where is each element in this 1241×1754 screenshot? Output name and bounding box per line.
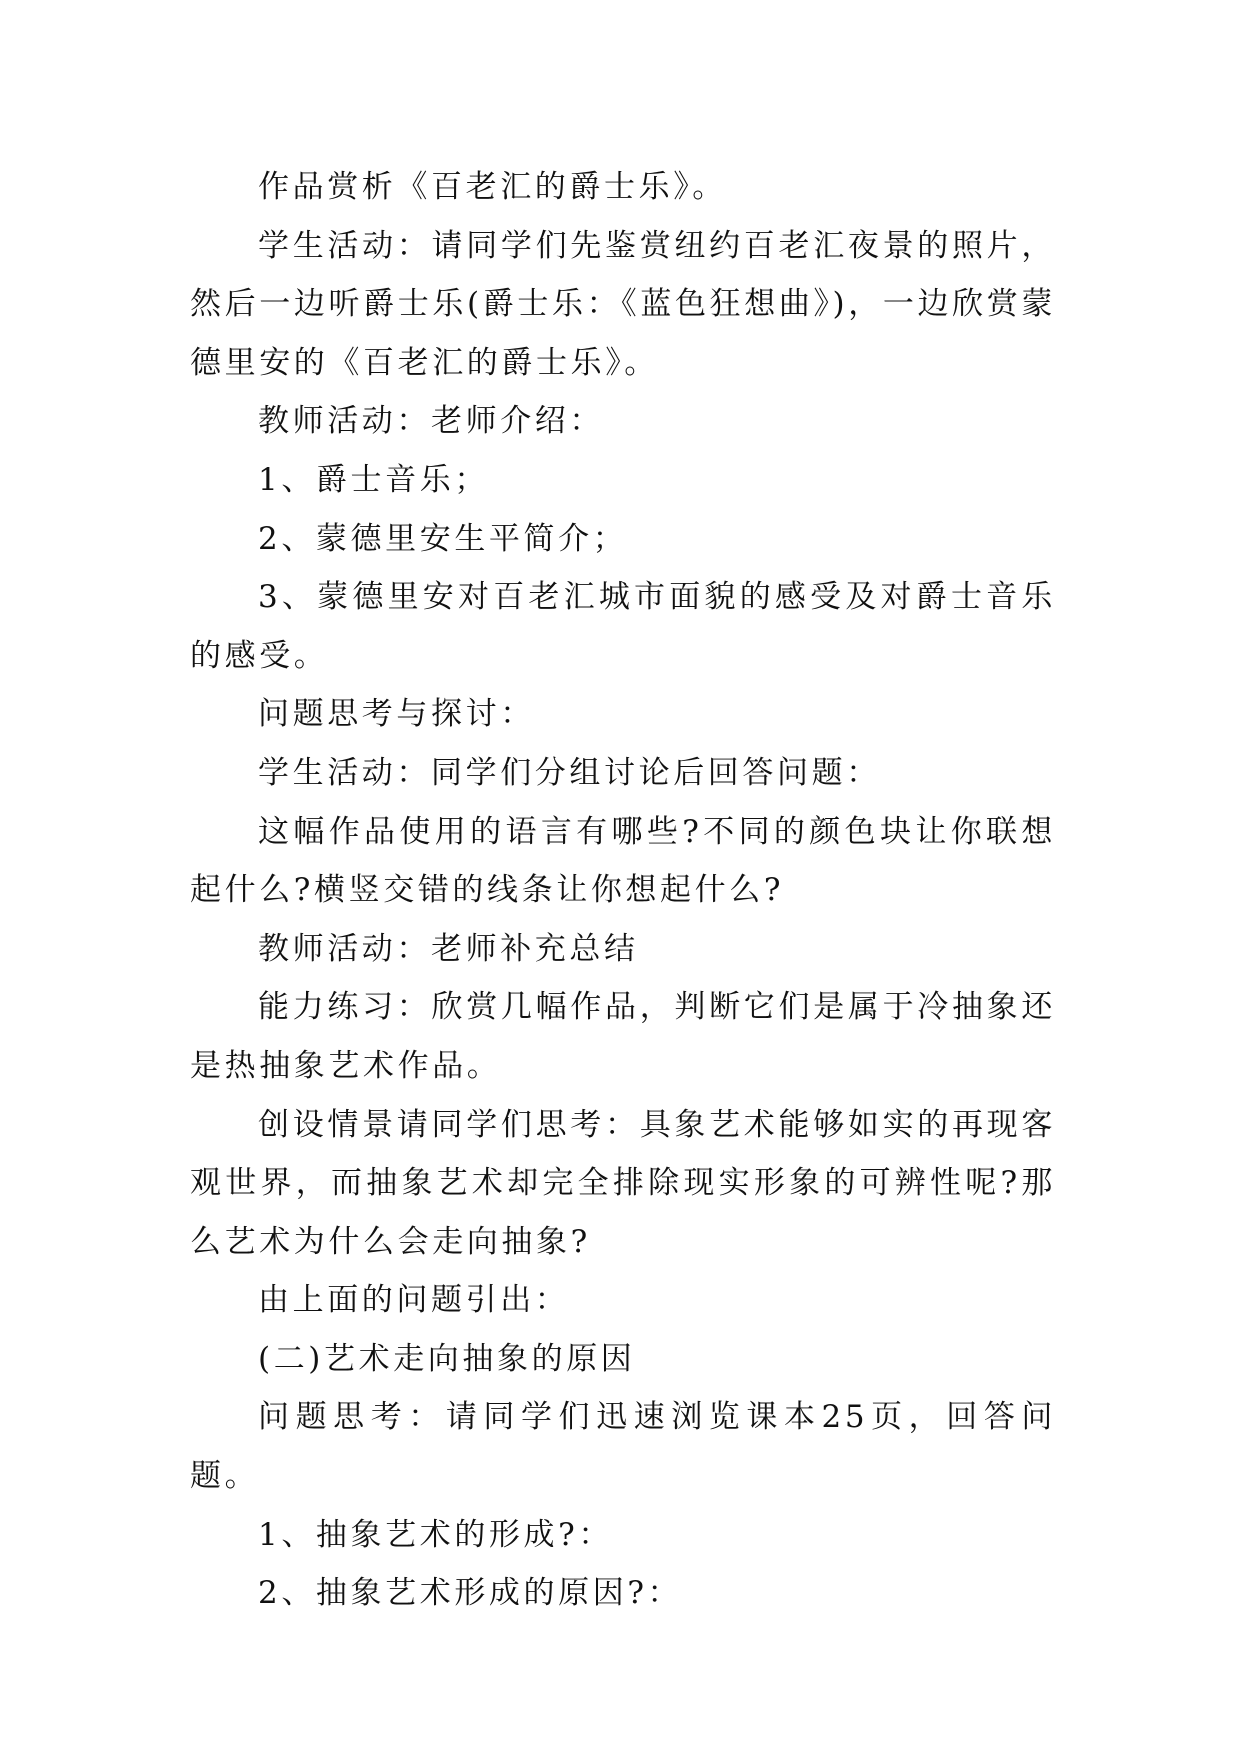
paragraph-artwork-appreciation: 作品赏析《百老汇的爵士乐》。 bbox=[258, 169, 727, 205]
list-item-mondrian-impressions: 3、蒙德里安对百老汇城市面貌的感受及对爵士音乐的感受。 bbox=[190, 579, 1056, 674]
paragraph-scenario-thinking: 创设情景请同学们思考：具象艺术能够如实的再现客观世界，而抽象艺术却完全排除现实形象的可辨性呢?那么艺术为什么会走向抽象? bbox=[190, 1106, 1056, 1260]
list-item-mondrian-bio: 2、蒙德里安生平简介； bbox=[258, 520, 628, 557]
list-item-formation: 1、抽象艺术的形成?： bbox=[258, 1516, 613, 1553]
list-item-formation-reasons: 2、抽象艺术形成的原因?： bbox=[258, 1575, 683, 1612]
paragraph-student-group-discussion: 学生活动：同学们分组讨论后回答问题： bbox=[258, 754, 881, 791]
section-heading-reasons: (二)艺术走向抽象的原因 bbox=[258, 1340, 636, 1377]
list-item-jazz-music: 1、爵士音乐； bbox=[258, 461, 489, 498]
paragraph-textbook-question: 问题思考：请同学们迅速浏览课本25页，回答问题。 bbox=[190, 1399, 1056, 1495]
paragraph-ability-practice: 能力练习：欣赏几幅作品，判断它们是属于冷抽象还是热抽象艺术作品。 bbox=[190, 989, 1056, 1084]
paragraph-question-discussion: 问题思考与探讨： bbox=[258, 696, 535, 733]
paragraph-teacher-intro: 教师活动：老师介绍： bbox=[258, 403, 604, 440]
paragraph-lead-in: 由上面的问题引出： bbox=[258, 1282, 570, 1319]
paragraph-student-activity-listen: 学生活动：请同学们先鉴赏纽约百老汇夜景的照片，然后一边听爵士乐(爵士乐：《蓝色狂想曲》)，一边欣赏蒙德里安的《百老汇的爵士乐》。 bbox=[190, 227, 1056, 381]
paragraph-discussion-questions: 这幅作品使用的语言有哪些?不同的颜色块让你联想起什么?横竖交错的线条让你想起什么? bbox=[190, 813, 1056, 909]
document-body bbox=[190, 158, 1056, 1623]
paragraph-teacher-summary: 教师活动：老师补充总结 bbox=[258, 930, 639, 967]
